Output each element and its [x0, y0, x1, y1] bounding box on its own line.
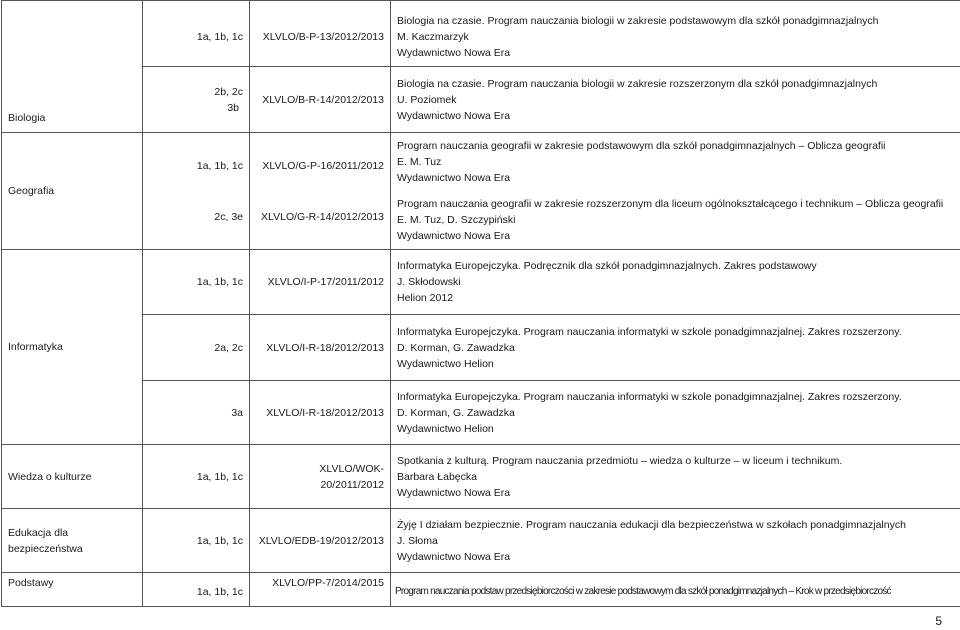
program-title: Informatyka Europejczyka. Podręcznik dla szkół ponadgimnazjalnych. Zakres podstawowy [397, 260, 817, 272]
classes-line: 3b [227, 101, 239, 114]
program-publisher: Wydawnictwo Nowa Era [397, 47, 511, 59]
classes-cell: 1a, 1b, 1c [143, 509, 250, 573]
program-title: Żyję I działam bezpiecznie. Program nauczania edukacji dla bezpieczeństwa w szkołach ponadgimnazjalnych [397, 518, 906, 531]
program-code: XLVLO/G-R-14/2012/2013 [261, 210, 384, 223]
program-publisher: Wydawnictwo Helion [397, 422, 494, 435]
program-author: D. Korman, G. Zawadzka [397, 406, 515, 419]
program-author: U. Poziomek [397, 93, 457, 106]
program-title: Biologia na czasie. Program nauczania biologii w zakresie podstawowym dla szkół ponadgimnazjalnych [397, 15, 879, 27]
program-publisher: Wydawnictwo Helion [397, 357, 494, 370]
program-author: E. M. Tuz, D. Szczypiński [397, 214, 516, 226]
program-publisher: Wydawnictwo Nowa Era [397, 550, 511, 563]
program-code-cell: XLVLO/I-P-17/2011/2012 [250, 250, 391, 315]
subject-line: Edukacja dla [8, 526, 69, 539]
program-title: Program nauczania geografii w zakresie rozszerzonym dla liceum ogólnokształcącego i technikum – Oblicza geografii [397, 198, 944, 210]
subject-cell: Biologia [2, 1, 143, 133]
program-description-cell [391, 445, 960, 509]
program-code-cell: XLVLO/B-R-14/2012/2013 [250, 67, 391, 133]
program-code-cell: XLVLO/EDB-19/2012/2013 [250, 509, 391, 573]
table-row [2, 67, 960, 133]
program-entry [397, 196, 960, 244]
classes-line: 2b, 2c [214, 85, 243, 98]
classes-line: 2c, 3e [214, 210, 243, 223]
program-publisher: Wydawnictwo Nowa Era [397, 109, 511, 122]
classes-cell [143, 67, 250, 133]
table-row [2, 1, 960, 67]
program-code-cell [250, 133, 391, 250]
classes-cell: 1a, 1b, 1c [143, 445, 250, 509]
program-description-cell [391, 133, 960, 250]
classes-cell: 1a, 1b, 1c [143, 573, 250, 607]
subject-cell: Podstawy [2, 573, 143, 607]
program-author: E. M. Tuz [397, 156, 442, 168]
subject-line: bezpieczeństwa [8, 542, 83, 555]
program-entry [397, 138, 960, 186]
table-row [2, 133, 960, 250]
page-number: 5 [935, 614, 942, 628]
program-description-cell [391, 67, 960, 133]
table-row [2, 315, 960, 381]
program-title: Program nauczania geografii w zakresie podstawowym dla szkół ponadgimnazjalnych – Oblicza geografii [397, 140, 886, 152]
classes-line: 1a, 1b, 1c [196, 159, 243, 172]
program-description-cell [391, 1, 960, 67]
program-description-cell [391, 381, 960, 445]
program-publisher: Wydawnictwo Nowa Era [397, 172, 511, 184]
program-publisher: Helion 2012 [397, 292, 454, 304]
program-author: D. Korman, G. Zawadzka [397, 341, 515, 354]
program-code-cell: XLVLO/I-R-18/2012/2013 [250, 315, 391, 381]
program-description-cell [391, 250, 960, 315]
program-code: XLVLO/G-P-16/2011/2012 [262, 159, 384, 172]
program-author: Barbara Łabęcka [397, 470, 477, 483]
classes-cell: 1a, 1b, 1c [143, 1, 250, 67]
program-author: J. Skłodowski [397, 276, 461, 288]
program-title: Informatyka Europejczyka. Program nauczania informatyki w szkole ponadgimnazjalnej. Zakres rozszerzony. [397, 390, 902, 403]
program-code-cell: XLVLO/WOK-20/2011/2012 [250, 445, 391, 509]
program-description-cell [391, 315, 960, 381]
program-description-cell [391, 573, 960, 607]
table-row [2, 381, 960, 445]
program-code-cell: XLVLO/I-R-18/2012/2013 [250, 381, 391, 445]
program-title: Program nauczania podstaw przedsiębiorczości w zakresie podstawowym dla szkół ponadgimnazjalnych – Krok w przedsiębiorczość [395, 586, 891, 597]
program-title: Biologia na czasie. Program nauczania biologii w zakresie rozszerzonym dla szkół ponadgimnazjalnych [397, 77, 878, 90]
program-publisher: Wydawnictwo Nowa Era [397, 230, 511, 242]
program-title: Spotkania z kulturą. Program nauczania przedmiotu – wiedza o kulturze – w liceum i technikum. [397, 454, 843, 467]
program-description-cell [391, 509, 960, 573]
program-code-cell: XLVLO/PP-7/2014/2015 [250, 573, 391, 607]
classes-cell: 3a [143, 381, 250, 445]
program-publisher: Wydawnictwo Nowa Era [397, 486, 511, 499]
classes-cell: 1a, 1b, 1c [143, 250, 250, 315]
curriculum-table [1, 0, 960, 607]
classes-cell [143, 133, 250, 250]
table-row [2, 509, 960, 573]
program-title: Informatyka Europejczyka. Program nauczania informatyki w szkole ponadgimnazjalnej. Zakres rozszerzony. [397, 325, 902, 338]
subject-cell: Geografia [2, 133, 143, 250]
subject-cell: Wiedza o kulturze [2, 445, 143, 509]
table-row [2, 573, 960, 607]
program-code-cell: XLVLO/B-P-13/2012/2013 [250, 1, 391, 67]
subject-cell [2, 509, 143, 573]
program-author: J. Słoma [397, 534, 438, 547]
classes-cell: 2a, 2c [143, 315, 250, 381]
program-author: M. Kaczmarzyk [397, 31, 469, 43]
subject-cell: Informatyka [2, 250, 143, 445]
table-row [2, 250, 960, 315]
table-row [2, 445, 960, 509]
